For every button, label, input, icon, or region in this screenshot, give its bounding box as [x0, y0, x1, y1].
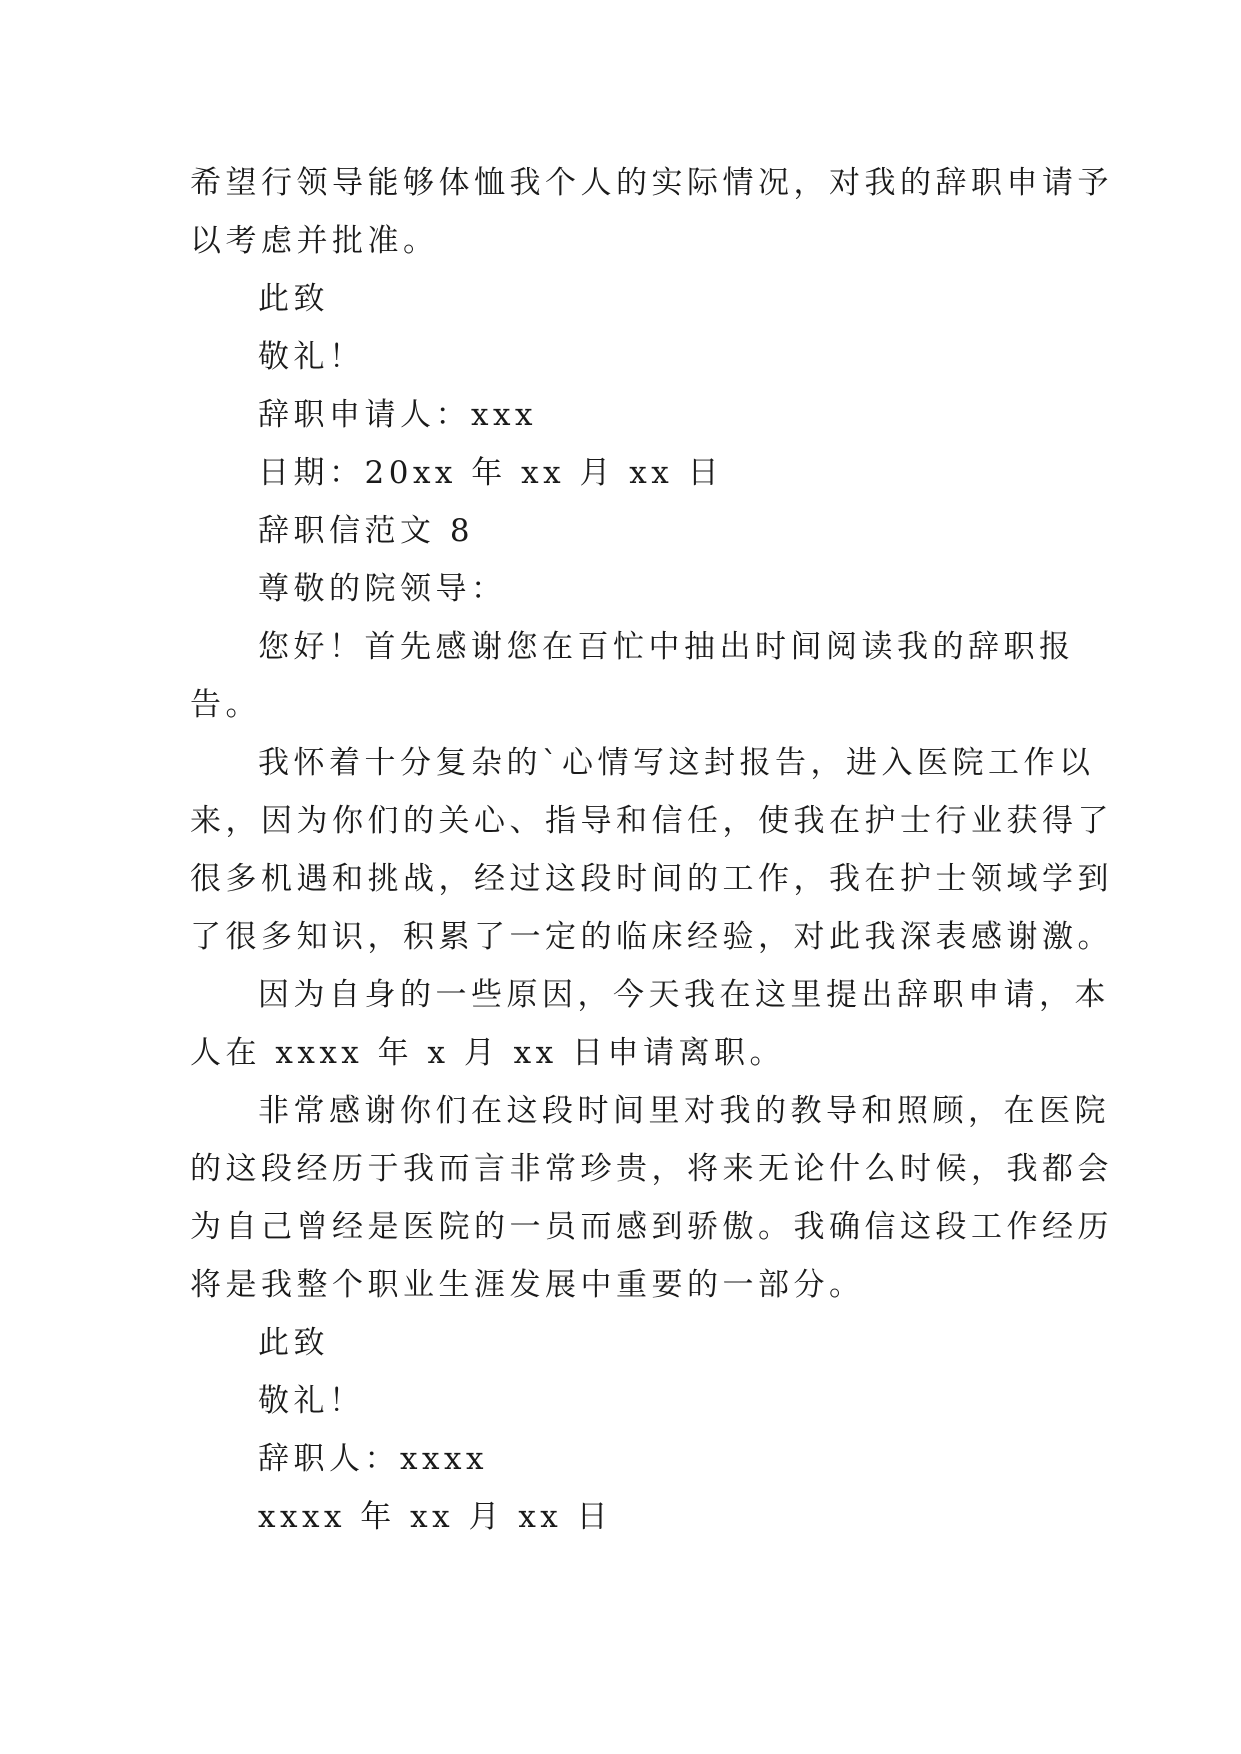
text-line: 告。: [190, 687, 261, 723]
applicant-signature: 辞职申请人：xxx: [258, 397, 537, 433]
text-line: 将是我整个职业生涯发展中重要的一部分。: [190, 1267, 865, 1303]
date-line: xxxx 年 xx 月 xx 日: [258, 1499, 613, 1535]
section-title: 辞职信范文 8: [258, 513, 475, 549]
closing-salutation: 此致: [258, 1325, 329, 1361]
text-line: 因为自身的一些原因，今天我在这里提出辞职申请，本: [258, 977, 1110, 1013]
text-line: 的这段经历于我而言非常珍贵，将来无论什么时候，我都会: [190, 1151, 1113, 1187]
resigner-signature: 辞职人：xxxx: [258, 1441, 488, 1477]
text-line: 为自己曾经是医院的一员而感到骄傲。我确信这段工作经历: [190, 1209, 1113, 1245]
letter-greeting: 尊敬的院领导：: [258, 571, 507, 607]
text-line: 我怀着十分复杂的`心情写这封报告，进入医院工作以: [258, 745, 1095, 781]
text-line: 您好！首先感谢您在百忙中抽出时间阅读我的辞职报: [258, 629, 1075, 665]
closing-salutation: 此致: [258, 281, 329, 317]
closing-regards: 敬礼！: [258, 339, 365, 375]
document-body: [190, 154, 1113, 1546]
text-line: 非常感谢你们在这段时间里对我的教导和照顾，在医院: [258, 1093, 1110, 1129]
text-line: 很多机遇和挑战，经过这段时间的工作，我在护士领域学到: [190, 861, 1113, 897]
date-line: 日期：20xx 年 xx 月 xx 日: [258, 455, 724, 491]
text-line: 希望行领导能够体恤我个人的实际情况，对我的辞职申请予: [190, 165, 1113, 201]
text-line: 以考虑并批准。: [190, 223, 439, 259]
text-line: 了很多知识，积累了一定的临床经验，对此我深表感谢激。: [190, 919, 1113, 955]
text-line: 人在 xxxx 年 x 月 xx 日申请离职。: [190, 1035, 786, 1071]
closing-regards: 敬礼！: [258, 1383, 365, 1419]
text-line: 来，因为你们的关心、指导和信任，使我在护士行业获得了: [190, 803, 1113, 839]
